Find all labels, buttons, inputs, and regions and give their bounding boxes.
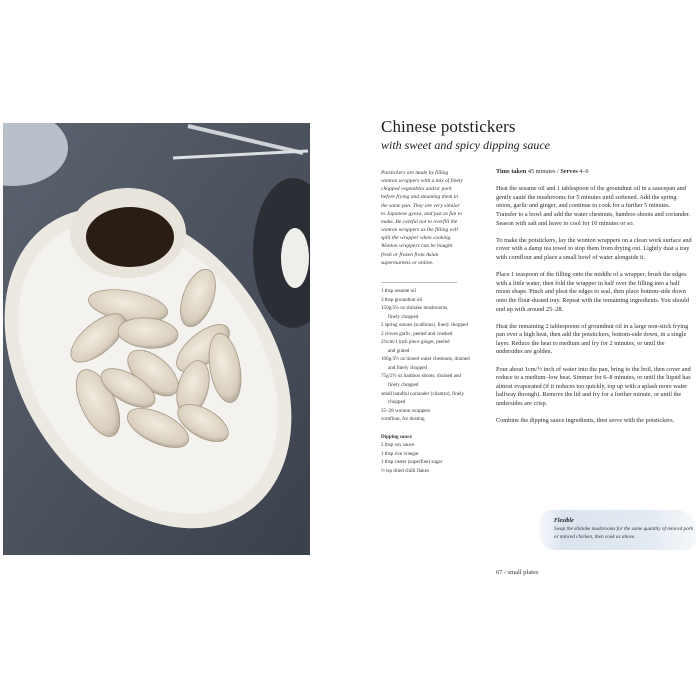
ingredients-list: [381, 287, 471, 475]
method-step: Heat the sesame oil and 1 tablespoon of the groundnut oil in a saucepan and gently sauté the mushrooms for 5 minutes until softened. Add the spring onion, garlic and ginger, and continue to cook for a further 5 minutes. Transfer to a bowl and add the water chestnuts, bamboo shoots and coriander. Season with salt and leave to cool for 10 minutes or so.: [496, 185, 691, 227]
ingredient: finely chopped: [388, 382, 419, 389]
method-step: To make the potstickers, lay the wonton wrappers on a clean work surface and cover with a damp tea towel to stop them from drying out. Lightly dust a tray with cornflour and place a small bowl of water alongside it.: [496, 236, 692, 261]
dipping-sauce-heading: Dipping sauce: [381, 433, 412, 440]
flexible-note: [539, 510, 696, 550]
method-step: Place 1 teaspoon of the filling onto the middle of a wrapper, brush the edges with a little water, then fold the wrapper in half over the filling into a half moon shape. Pinch and pleat the edges to seal, then place bottom-side down onto the flour-dusted tray. Repeat with the remaining ingredients. You should end up with around 25–28.: [496, 271, 690, 313]
ingredient: cornflour, for dusting: [381, 416, 425, 423]
page-footer: 67 / small plates: [496, 569, 539, 576]
ingredient: 2 cloves garlic, peeled and crushed: [381, 330, 453, 337]
serves-label: Serves: [560, 168, 578, 175]
note-text: Swap the shiitake mushrooms for the same quantity of minced pork or minced chicken, then cook as above.: [554, 526, 693, 540]
method-step: Pour about 1cm/½ inch of water into the pan, bring to the boil, then cover and reduce to a medium–low heat. Simmer for 6–8 minutes, or until the liquid has almost evaporated (if it reduces too quickly, top up with a splash more water halfway through). Remove the lid and fry for a further minute, or until the undersides are crisp.: [496, 365, 691, 408]
serves-value: 4–6: [579, 168, 589, 175]
time-label: Time taken: [496, 168, 527, 175]
method: [496, 168, 692, 434]
recipe-subtitle: with sweet and spicy dipping sauce: [381, 138, 550, 152]
sauce-ingredient: 1 tbsp caster (superfine) sugar: [381, 459, 443, 466]
ingredient: 25–28 wonton wrappers: [381, 407, 431, 414]
ingredient: 100g/3½ oz tinned water chestnuts, drained: [381, 356, 470, 363]
potstickers-photo: [3, 123, 310, 555]
ingredient: 2 spring onions (scallions), finely chopped: [381, 322, 468, 329]
sauce-ingredient: ½ tsp dried chilli flakes: [381, 467, 429, 474]
recipe-title: Chinese potstickers: [381, 117, 516, 136]
sauce-ingredient: 2 tbsp soy sauce: [381, 442, 415, 449]
sauce-ingredient: 1 tbsp rice vinegar: [381, 450, 419, 457]
ingredient: and grated: [388, 347, 410, 354]
time-serves: [496, 168, 692, 177]
recipe-intro: Potstickers are made by filling wonton wrappers with a mix of finely chopped vegetables and/or pork before frying and steaming them in the same pan. They are very similar to Japanese gyoza, and just as fun to make. Be careful not to overfill the wonton wrappers as the filling will split the wrapper when cooking. Wonton wrappers can be bought fresh or frozen from Asian supermarkets or online.: [381, 170, 463, 266]
ingredient: finely chopped: [388, 313, 419, 320]
method-step: Combine the dipping sauce ingredients, then serve with the potstickers.: [496, 417, 675, 425]
ingredient: 75g/2½ oz bamboo shoots, drained and: [381, 373, 461, 380]
ingredient: and finely chopped: [388, 364, 428, 371]
time-value: 45 minutes /: [527, 168, 559, 175]
ingredient: 2½cm/1 inch piece ginger, peeled: [381, 339, 450, 346]
ingredient: 150g/5¼ oz shiitake mushrooms,: [381, 305, 449, 312]
ingredient: 1 tbsp sesame oil: [381, 288, 416, 294]
divider: [381, 282, 457, 283]
note-title: Flexible: [554, 518, 574, 524]
ingredient: small handful coriander (cilantro), finely: [381, 390, 465, 397]
method-step: Heat the remaining 2 tablespoons of groundnut oil in a large non-stick frying pan over a high heat, then add the potstickers, bottom-side down, in a single layer. Reduce the heat to medium and fry for 2 minutes, or until the undersides are golden.: [496, 322, 689, 356]
ingredient: chopped: [388, 399, 406, 406]
ingredient: 3 tbsp groundnut oil: [381, 296, 423, 303]
